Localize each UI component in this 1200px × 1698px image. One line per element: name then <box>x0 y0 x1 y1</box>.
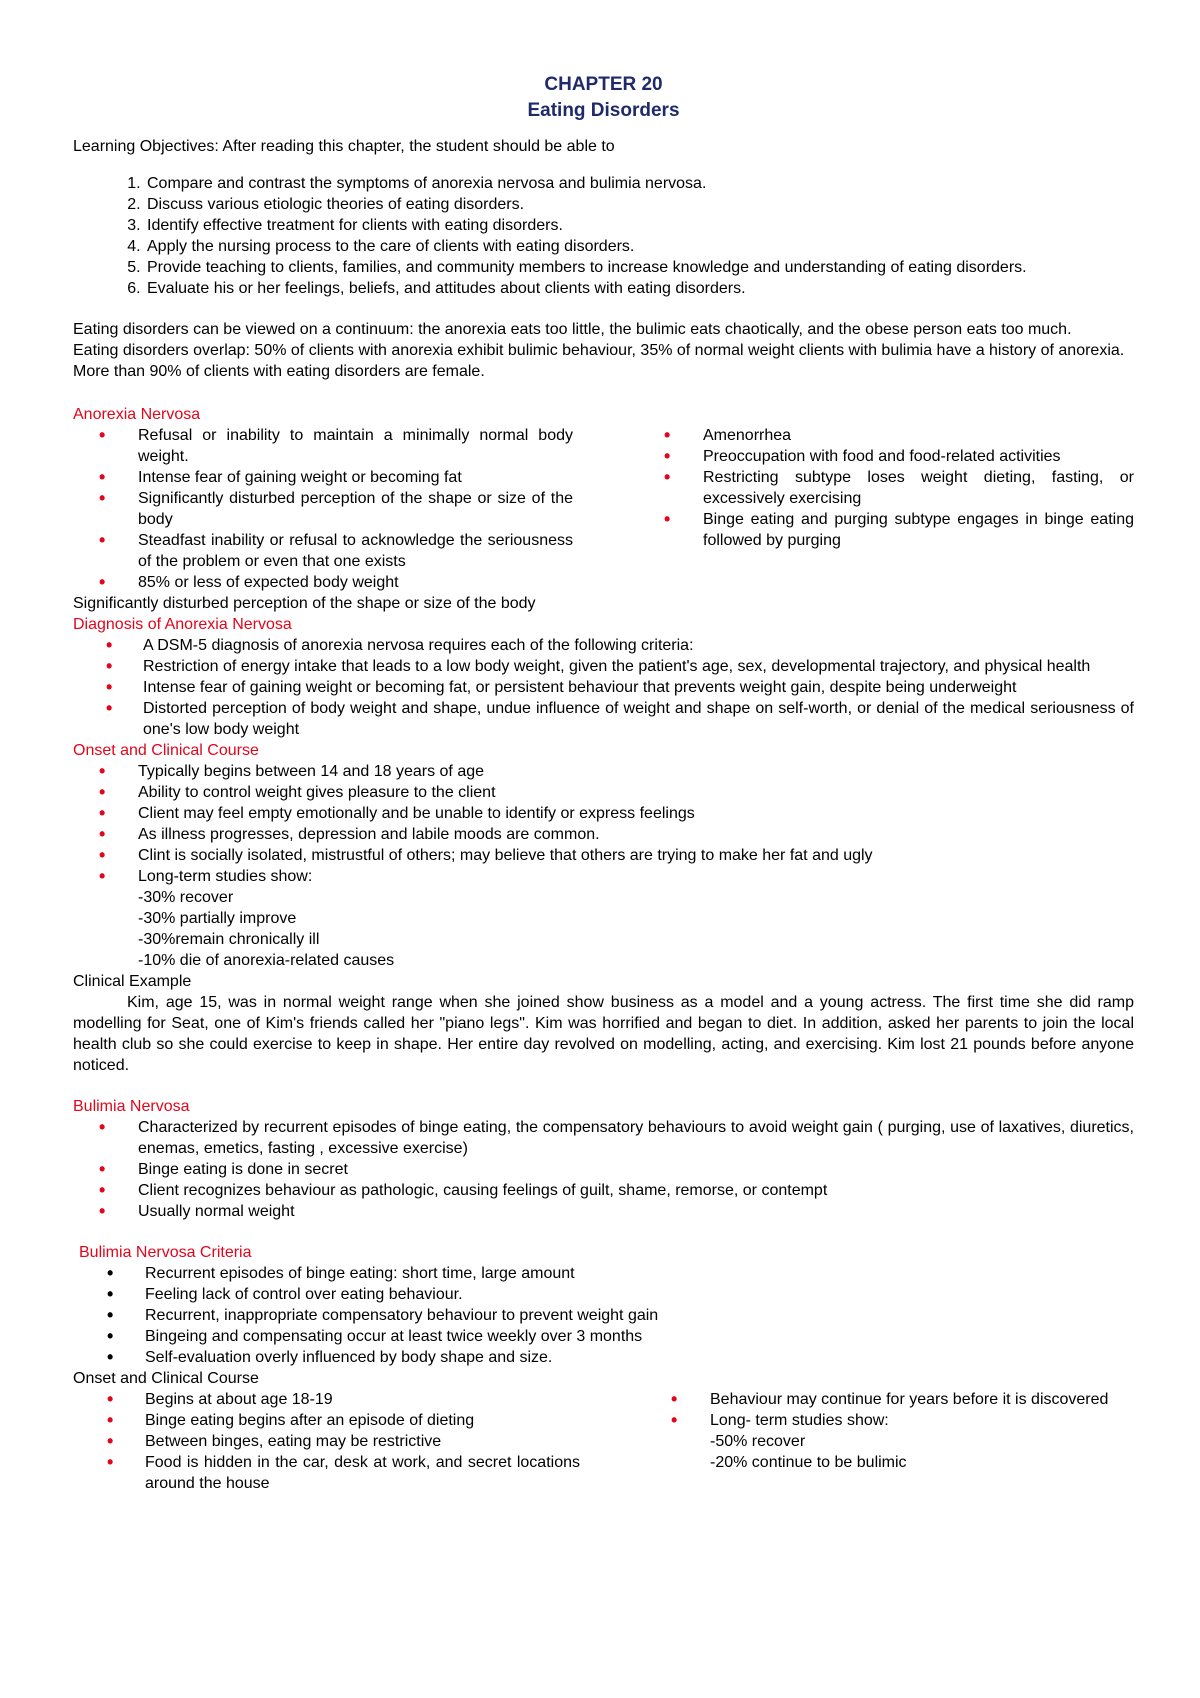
stat-line: -10% die of anorexia-related causes <box>138 952 395 969</box>
clinical-example-heading: Clinical Example <box>73 973 192 990</box>
list-item: • Intense fear of gaining weight or becoming fat <box>73 467 573 488</box>
list-item: • Usually normal weight <box>73 1201 1134 1222</box>
list-item: • Restricting subtype loses weight dieting, fasting, or excessively exercising <box>638 467 1134 509</box>
onset-bulimia-list-left <box>73 1389 580 1494</box>
list-item: • Refusal or inability to maintain a minimally normal body weight. <box>73 425 573 467</box>
list-item: • Binge eating and purging subtype engages in binge eating followed by purging <box>638 509 1134 551</box>
stat-line: -30% recover <box>138 889 234 906</box>
overview-paragraphs <box>73 319 1134 382</box>
anorexia-heading: Anorexia Nervosa <box>73 406 201 423</box>
bulimia-list <box>73 1117 1134 1222</box>
list-item: • Food is hidden in the car, desk at work, and secret locations around the house <box>73 1452 580 1494</box>
stat-line: -20% continue to be bulimic <box>710 1454 907 1471</box>
list-item: • Clint is socially isolated, mistrustful of others; may believe that others are trying to make her fat and ugly <box>73 845 1134 866</box>
list-item: • Long-term studies show: <box>73 866 1134 887</box>
objectives-list <box>73 173 1134 299</box>
list-item: • Self-evaluation overly influenced by body shape and size. <box>73 1347 1134 1368</box>
bulimia-heading: Bulimia Nervosa <box>73 1098 190 1115</box>
bulimia-criteria-heading: Bulimia Nervosa Criteria <box>79 1244 252 1261</box>
objective-item: 5. Provide teaching to clients, families, and community members to increase knowledge and understanding of eating disorders. <box>145 257 1134 278</box>
diagnosis-heading: Diagnosis of Anorexia Nervosa <box>73 616 292 633</box>
list-item: • 85% or less of expected body weight <box>73 572 573 593</box>
overview-paragraph: More than 90% of clients with eating disorders are female. <box>73 363 485 380</box>
list-item: • Behaviour may continue for years before it is discovered <box>645 1389 1134 1410</box>
bulimia-study-stats <box>645 1431 1134 1473</box>
stat-line: -30% partially improve <box>138 910 297 927</box>
list-item: • Significantly disturbed perception of the shape or size of the body <box>73 488 573 530</box>
list-item: • Amenorrhea <box>638 425 1134 446</box>
clinical-example <box>73 971 1134 1076</box>
onset-bulimia-right-column <box>645 1389 1134 1494</box>
onset-bulimia-list-right <box>645 1389 1134 1431</box>
list-item: • Characterized by recurrent episodes of binge eating, the compensatory behaviours to avoid weight gain ( purging, use of laxatives, diuretics, enemas, emetics, fasting , excessive exercise) <box>73 1117 1134 1159</box>
clinical-example-body: Kim, age 15, was in normal weight range when she joined show business as a model and a young actress. The first time she did ramp modelling for Seat, one of Kim's friends called her "piano legs". Kim was horrified and began to diet. In addition, asked her parents to join the local health club so she could exercise to keep in shape. Her entire day revolved on modelling, acting, and exercising. Kim lost 21 pounds before anyone noticed. <box>73 994 1134 1074</box>
objective-item: 4. Apply the nursing process to the care of clients with eating disorders. <box>145 236 1134 257</box>
onset-anorexia-heading: Onset and Clinical Course <box>73 742 259 759</box>
list-item: • Bingeing and compensating occur at least twice weekly over 3 months <box>73 1326 1134 1347</box>
list-item: • Intense fear of gaining weight or becoming fat, or persistent behaviour that prevents weight gain, despite being underweight <box>73 677 1134 698</box>
stat-line: -50% recover <box>710 1433 806 1450</box>
list-item: • Long- term studies show: <box>645 1410 1134 1431</box>
list-item: • Binge eating begins after an episode of dieting <box>73 1410 580 1431</box>
onset-bulimia-heading: Onset and Clinical Course <box>73 1370 259 1387</box>
overview-paragraph: Eating disorders can be viewed on a continuum: the anorexia eats too little, the bulimic eats chaotically, and the obese person eats too much. <box>73 321 1072 338</box>
list-item: • Typically begins between 14 and 18 years of age <box>73 761 1134 782</box>
stat-line: -30%remain chronically ill <box>138 931 320 948</box>
overview-paragraph: Eating disorders overlap: 50% of clients with anorexia exhibit bulimic behaviour, 35% of normal weight clients with bulimia have a history of anorexia. <box>73 342 1125 359</box>
list-item: • Ability to control weight gives pleasure to the client <box>73 782 1134 803</box>
list-item: • Distorted perception of body weight and shape, undue influence of weight and shape on self-worth, or denial of the medical seriousness of one's low body weight <box>73 698 1134 740</box>
onset-anorexia-list <box>73 761 1134 887</box>
anorexia-list-right <box>638 425 1134 593</box>
anorexia-columns <box>73 425 1134 593</box>
objective-item: 1. Compare and contrast the symptoms of anorexia nervosa and bulimia nervosa. <box>145 173 1134 194</box>
list-item: • Feeling lack of control over eating behaviour. <box>73 1284 1134 1305</box>
title-block <box>73 72 1134 124</box>
anorexia-trailing-text: Significantly disturbed perception of the shape or size of the body <box>73 595 536 612</box>
list-item: • Begins at about age 18-19 <box>73 1389 580 1410</box>
objectives-intro: Learning Objectives: After reading this chapter, the student should be able to <box>73 138 615 155</box>
list-item: • A DSM-5 diagnosis of anorexia nervosa requires each of the following criteria: <box>73 635 1134 656</box>
anorexia-list-left <box>73 425 573 593</box>
list-item: • Binge eating is done in secret <box>73 1159 1134 1180</box>
chapter-label: CHAPTER 20 <box>544 74 663 95</box>
list-item: • Recurrent, inappropriate compensatory behaviour to prevent weight gain <box>73 1305 1134 1326</box>
chapter-title: Eating Disorders <box>527 100 680 121</box>
list-item: • Client recognizes behaviour as pathologic, causing feelings of guilt, shame, remorse, or contempt <box>73 1180 1134 1201</box>
bulimia-criteria-list <box>73 1263 1134 1368</box>
list-item: • Steadfast inability or refusal to acknowledge the seriousness of the problem or even that one exists <box>73 530 573 572</box>
objective-item: 3. Identify effective treatment for clients with eating disorders. <box>145 215 1134 236</box>
list-item: • Recurrent episodes of binge eating: short time, large amount <box>73 1263 1134 1284</box>
objective-item: 2. Discuss various etiologic theories of eating disorders. <box>145 194 1134 215</box>
objective-item: 6. Evaluate his or her feelings, beliefs, and attitudes about clients with eating disorders. <box>145 278 1134 299</box>
diagnosis-list <box>73 635 1134 740</box>
list-item: • Restriction of energy intake that leads to a low body weight, given the patient's age, sex, developmental trajectory, and physical health <box>73 656 1134 677</box>
list-item: • Preoccupation with food and food-related activities <box>638 446 1134 467</box>
anorexia-study-stats <box>73 887 1134 971</box>
list-item: • As illness progresses, depression and labile moods are common. <box>73 824 1134 845</box>
list-item: • Between binges, eating may be restrictive <box>73 1431 580 1452</box>
list-item: • Client may feel empty emotionally and be unable to identify or express feelings <box>73 803 1134 824</box>
onset-bulimia-columns <box>73 1389 1134 1494</box>
